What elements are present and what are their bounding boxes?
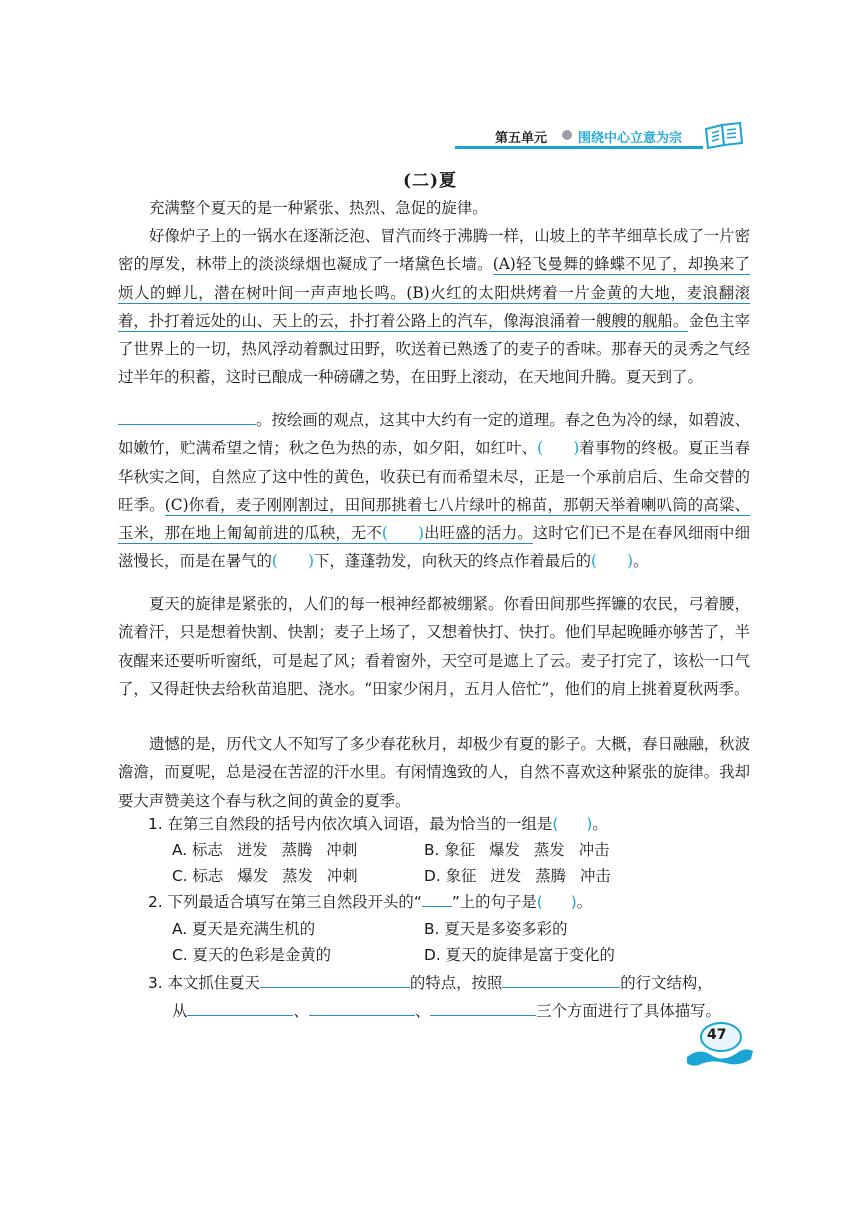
question-1-end: 。 xyxy=(592,815,608,833)
page-number: 47 xyxy=(707,1027,727,1043)
option-c-word-4: 冲刺 xyxy=(326,867,358,885)
question-3-blank-aspect-2[interactable] xyxy=(309,999,415,1016)
paragraph-3-text-a: 。按绘画的观点，这其中大约有一定的道理。春之色为冷的绿，如碧波、如嫩竹，贮满希望之情；秋之色为热的赤，如夕阳，如红叶、 xyxy=(118,411,750,458)
question-2-option-b[interactable]: B. 夏天是多姿多彩的 xyxy=(424,920,568,938)
paragraph-1-text: 充满整个夏天的是一种紧张、热烈、急促的旋律。 xyxy=(149,199,488,217)
option-b-word-3: 蒸发 xyxy=(533,841,565,859)
option-d-word-1: D. 象征 xyxy=(424,867,477,885)
paragraph-3 xyxy=(118,406,750,576)
paragraph-5-text: 遗憾的是，历代文人不知写了多少春花秋月，却极少有夏的影子。大概，春日融融，秋波澹澹，而夏呢，总是浸在苦涩的汗水里。有闲情逸致的人，自然不喜欢这种紧张的旋律。我却要大声赞美这个春与秋之间的黄金的夏季。 xyxy=(118,735,750,810)
question-1-option-c[interactable] xyxy=(172,864,372,886)
question-3-blank-feature[interactable] xyxy=(260,971,410,988)
question-1 xyxy=(148,812,608,834)
question-3-text-e: 三个方面进行了具体描写。 xyxy=(536,1002,721,1020)
question-3-text-d: 从 xyxy=(172,1002,188,1020)
question-3-sep-1: 、 xyxy=(293,1002,309,1020)
option-b-word-2: 爆发 xyxy=(489,841,520,859)
paren-open: ( xyxy=(552,815,559,833)
question-2-end: 。 xyxy=(576,893,593,911)
question-2-stem-b: ”上的句子是 xyxy=(451,893,537,911)
question-3-line-2 xyxy=(172,999,721,1021)
option-b-word-4: 冲击 xyxy=(578,841,610,859)
option-d-word-2: 迸发 xyxy=(490,867,522,885)
question-3-blank-structure[interactable] xyxy=(502,971,620,988)
sentence-c-text: (C)你看，麦子刚刚割过，田间那挑着七八片绿叶的棉苗，那朝天举着喇叭筒的高粱、玉米，那在地上匍匐前进的瓜秧，无不 xyxy=(118,495,750,543)
question-2-option-a[interactable]: A. 夏天是充满生机的 xyxy=(172,920,316,938)
question-2 xyxy=(148,890,592,912)
question-3 xyxy=(148,971,713,993)
paragraph-2-text-a: 好像炉子上的一锅水在逐渐泛泡、冒汽而终于沸腾一样，山坡上的芊芊细草长成了一片密密的厚发，林带上的淡淡绿烟也凝成了一堵黛色长墙。 xyxy=(118,227,750,274)
question-1-stem: 1. 在第三自然段的括号内依次填入词语，最为恰当的一组是 xyxy=(148,815,553,833)
book-icon xyxy=(704,121,744,149)
option-a-word-1: A. 标志 xyxy=(172,841,223,859)
sentence-b: (B)火红的太阳烘烤着一片金黄的大地，麦浪翻滚着，扑打着远处的山、天上的云，扑打着公路上的汽车，像海浪涌着一艘艘的舰船。 xyxy=(118,283,750,330)
question-3-text-a: 3. 本文抓住夏天 xyxy=(148,974,260,992)
question-3-text-b: 的特点，按照 xyxy=(409,974,503,992)
paren-close: ) xyxy=(307,552,314,571)
paren-open: ( xyxy=(537,439,544,458)
paragraph-2 xyxy=(118,222,750,392)
paren-close: ) xyxy=(627,552,634,571)
question-3-text-c: 的行文结构， xyxy=(620,974,713,992)
option-a-word-2: 迸发 xyxy=(236,841,268,859)
question-3-blank-aspect-1[interactable] xyxy=(187,999,293,1016)
paren-close: ) xyxy=(417,524,424,543)
option-b-word-1: B. 象征 xyxy=(424,841,476,859)
paren-open: ( xyxy=(381,524,388,543)
paragraph-5 xyxy=(118,730,750,815)
sentence-a: (A)轻飞曼舞的蜂蝶不见了，却换来了烦人的蝉儿，潜在树叶间一声声地长鸣。 xyxy=(118,255,750,302)
question-2-option-c[interactable]: C. 夏天的色彩是金黄的 xyxy=(172,946,332,964)
option-c-word-2: 爆发 xyxy=(237,867,269,885)
paragraph-4 xyxy=(118,590,750,703)
unit-label: 第五单元 xyxy=(495,131,548,146)
paren-close: ) xyxy=(586,815,593,833)
paragraph-4-text: 夏天的旋律是紧张的，人们的每一根神经都被绷紧。你看田间那些挥镰的农民，弓着腰，流着汗，只是想着快割、快割；麦子上场了，又想着快打、快打。他们早起晚睡亦够苦了，半夜醒来还要听听窗纸，可是起了风；看着窗外，天空可是遮上了云。麦子打完了，该松一口气了，又得赶快去给秋苗追肥、浇水。“田家少闲月，五月人倍忙”，他们的肩上挑着夏秋两季。 xyxy=(118,595,750,698)
paren-open: ( xyxy=(591,552,598,571)
question-2-stem-a: 2. 下列最适合填写在第三自然段开头的“ xyxy=(148,893,422,911)
sentence-c-end: 出旺盛的活力。 xyxy=(423,524,533,543)
paren-open: ( xyxy=(536,893,543,911)
header-rule xyxy=(455,146,703,149)
question-1-option-d[interactable] xyxy=(424,864,625,886)
paren-close: ) xyxy=(570,893,577,911)
option-c-word-3: 蒸发 xyxy=(282,867,313,885)
question-3-sep-2: 、 xyxy=(414,1002,431,1020)
paragraph-3-text-g: 。 xyxy=(633,552,649,571)
question-3-blank-aspect-3[interactable] xyxy=(430,999,536,1016)
question-1-option-a[interactable] xyxy=(172,838,371,860)
option-c-word-1: C. 标志 xyxy=(172,867,224,885)
passage-title: (二)夏 xyxy=(402,171,458,191)
page-header xyxy=(120,117,760,149)
paren-open: ( xyxy=(271,552,278,571)
blank-opening-sentence[interactable] xyxy=(118,408,256,425)
paragraph-3-text-b: 着事物的终极。夏正当春华秋实之间，自然应了这中性的黄色，收获已有而希望未尽，正是一个承前启后、生命交替的旺季。 xyxy=(118,439,750,514)
option-a-word-3: 蒸腾 xyxy=(281,841,313,859)
paragraph-3-text-f: 下，蓬蓬勃发，向秋天的终点作着最后的 xyxy=(313,552,591,571)
question-1-option-b[interactable] xyxy=(424,838,624,860)
question-2-option-d[interactable]: D. 夏天的旋律是富于变化的 xyxy=(424,946,615,964)
paren-close: ) xyxy=(573,439,580,458)
paragraph-3-text-e: 这时它们已不是在春风细雨中细滋慢长，而是在暑气的 xyxy=(118,524,750,571)
option-d-word-4: 冲击 xyxy=(580,867,611,885)
option-d-word-3: 蒸腾 xyxy=(535,867,567,885)
unit-theme: 围绕中心立意为宗 xyxy=(578,131,683,146)
paragraph-2-text-d: 金色主宰了世界上的一切，热风浮动着飘过田野，吹送着已熟透了的麦子的香味。那春天的灵秀之气经过半年的积蓄，这时已酿成一种磅礴之势，在田野上滚动，在天地间升腾。夏天到了。 xyxy=(118,311,750,387)
page-number-badge xyxy=(685,1017,755,1071)
header-dot-icon xyxy=(562,130,572,140)
paragraph-1 xyxy=(118,194,750,222)
question-2-quote-blank xyxy=(422,890,452,907)
option-a-word-4: 冲刺 xyxy=(326,841,358,859)
